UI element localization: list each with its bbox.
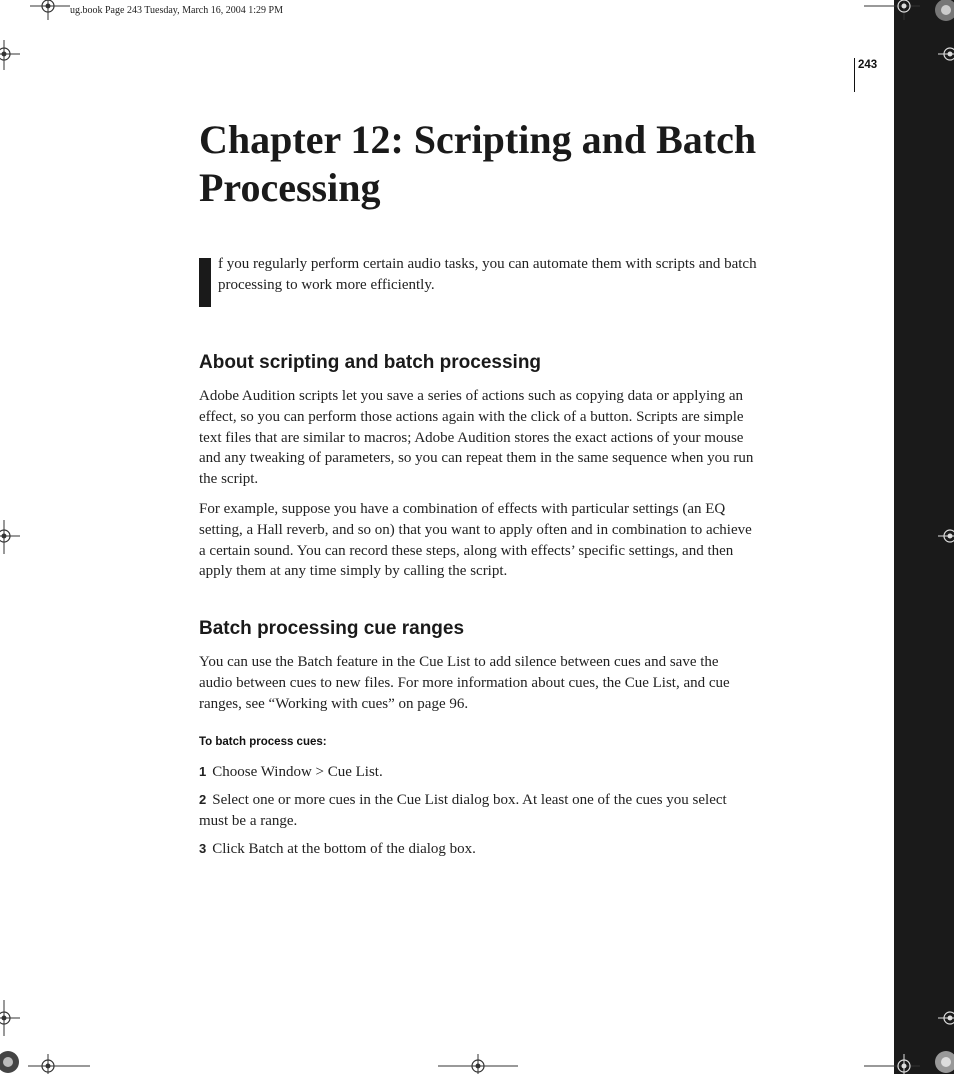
paragraph-scripts-intro: Adobe Audition scripts let you save a series of actions such as copying data or applying an effect, so you can perform those actions again with the click of a button. Scripts are simple text files that are similar to macros; Adobe Audition stores the exact actions of your mouse and any tweaking of parameters, so you can repeat them in the same sequence when you run the script. [199, 388, 754, 488]
drop-cap-letter-i [199, 258, 211, 307]
print-slug: ug.book Page 243 Tuesday, March 16, 2004 1:29 PM [70, 5, 283, 16]
procedure-step [199, 789, 755, 832]
registration-mark-left-top [0, 40, 20, 70]
page-number-rule [854, 58, 855, 92]
step-text: Choose Window > Cue List. [212, 764, 383, 780]
chapter-title: Chapter 12: Scripting and Batch Processing [199, 117, 757, 210]
chapter-intro: f you regularly perform certain audio tasks, you can automate them with scripts and batch processing to work more efficiently. [218, 256, 757, 293]
step-text: Click Batch at the bottom of the dialog box. [212, 841, 476, 857]
registration-mark-left-middle [0, 520, 20, 554]
step-number: 1 [199, 764, 207, 779]
procedure-step [199, 761, 755, 783]
step-number: 3 [199, 841, 207, 856]
procedure-heading: To batch process cues: [199, 736, 327, 748]
registration-mark-right-middle [938, 520, 954, 554]
registration-mark-bottom-center [438, 1054, 518, 1074]
color-wheel-mark-bottom-left [0, 1048, 22, 1074]
registration-mark-left-bottom [0, 1000, 20, 1036]
section-heading-batch-cue-ranges: Batch processing cue ranges [199, 618, 465, 639]
registration-mark-top-right [864, 0, 920, 22]
page-number: 243 [858, 59, 878, 71]
color-wheel-mark-top-right [932, 0, 954, 26]
section-heading-about-scripting: About scripting and batch processing [199, 352, 542, 373]
registration-mark-bottom-right [864, 1054, 920, 1074]
paragraph-batch-intro: You can use the Batch feature in the Cue List to add silence between cues and save the audio between cues to new files. For more information about cues, the Cue List, and cue ranges, see “Working with cues” on page 96. [199, 654, 730, 712]
procedure-step [199, 838, 755, 860]
registration-mark-right-top [938, 40, 954, 70]
registration-mark-bottom-left [28, 1054, 90, 1074]
registration-mark-top-left [30, 0, 70, 22]
step-text: Select one or more cues in the Cue List dialog box. At least one of the cues you select must be a range. [199, 792, 727, 829]
color-wheel-mark-bottom-right [932, 1048, 954, 1074]
paragraph-scripts-example: For example, suppose you have a combination of effects with particular settings (an EQ setting, a Hall reverb, and so on) that you want to apply often and in combination to achieve a certain sound. You can record these steps, along with effects’ specific settings, and then apply them at any time simply by calling the script. [199, 501, 752, 580]
registration-mark-right-bottom [938, 1000, 954, 1036]
step-number: 2 [199, 792, 207, 807]
